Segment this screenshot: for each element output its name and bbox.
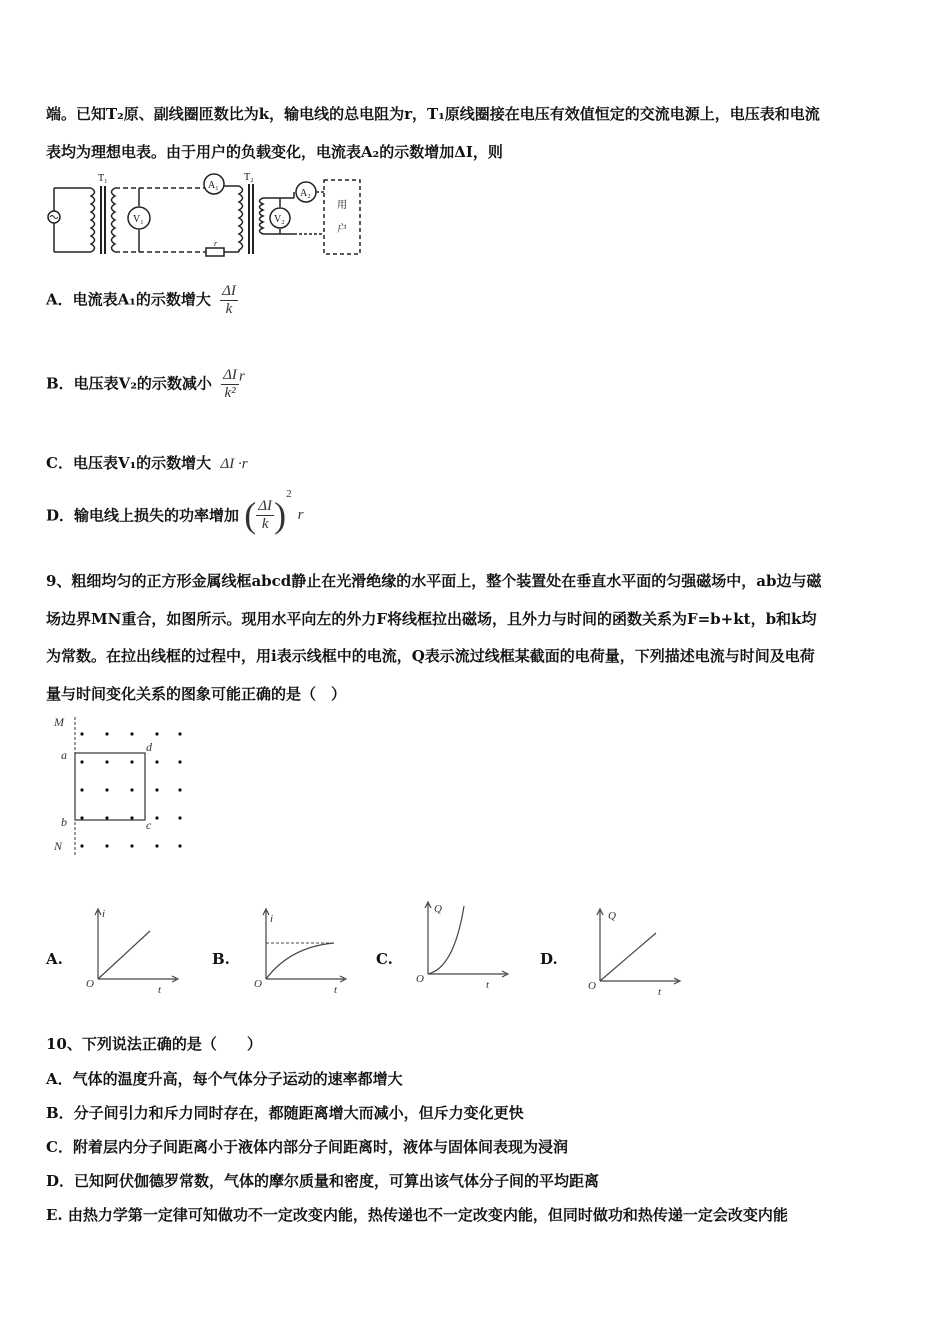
fraction: $\frac{\Delta I}{k}$ — [258, 497, 273, 532]
q9-stem-line2: 场边界MN重合，如图所示。现用水平向左的外力F将线框拉出磁场，且外力与时间的函数关系为F=b+kt，b和k均 — [46, 610, 817, 628]
q8-option-a[interactable]: A．电流表A₁的示数增大 $\frac{\Delta I}{k}$ — [46, 283, 236, 317]
graph-option-b[interactable] — [250, 905, 350, 995]
field-dot — [80, 816, 83, 819]
svg-text:Q: Q — [608, 910, 616, 922]
field-dot — [155, 732, 158, 735]
field-dot — [178, 732, 181, 735]
field-dot — [130, 816, 133, 819]
user-label-bottom: 户 — [337, 224, 347, 235]
q10-option-d[interactable]: D．已知阿伏伽德罗常数，气体的摩尔质量和密度，可算出该气体分子间的平均距离 — [46, 1172, 600, 1190]
field-dot — [178, 844, 181, 847]
field-dot — [155, 788, 158, 791]
field-dot — [178, 816, 181, 819]
svg-text:t: t — [334, 984, 338, 995]
field-dot — [155, 760, 158, 763]
t2-label: T₂ — [244, 172, 254, 183]
svg-text:i: i — [102, 908, 106, 920]
label-b: b — [61, 815, 67, 829]
label-m: M — [54, 715, 64, 729]
svg-text:t: t — [486, 979, 490, 988]
q8-option-d[interactable]: D．输电线上损失的功率增加 ( $\frac{\Delta I}{k}$ )$^2$r — [46, 488, 304, 535]
a2-meter-label: A₂ — [300, 188, 311, 199]
q8-stem-line2: 表均为理想电表。由于用户的负载变化，电流表A₂的示数增加ΔI，则 — [46, 143, 503, 161]
graph-option-a[interactable] — [82, 905, 182, 995]
q10-option-e[interactable]: E. 由热力学第一定律可知做功不一定改变内能，热传递也不一定改变内能，但同时做功和热传递一定会改变内能 — [46, 1206, 788, 1224]
field-dot — [178, 788, 181, 791]
q9-stem-line4: 量与时间变化关系的图象可能正确的是（ ） — [46, 685, 347, 703]
field-dot — [130, 760, 133, 763]
t1-label: T₁ — [98, 173, 108, 184]
magnetic-field-figure — [50, 712, 200, 862]
graph-option-d[interactable] — [584, 905, 684, 995]
field-dot — [130, 732, 133, 735]
label-a: a — [61, 748, 67, 762]
svg-text:O: O — [588, 980, 596, 992]
field-dot — [105, 732, 108, 735]
svg-text:O: O — [416, 973, 424, 985]
label-d: d — [146, 740, 152, 754]
svg-text:O: O — [254, 978, 262, 990]
graph-option-d-label[interactable]: D. — [540, 950, 558, 968]
field-dot — [80, 844, 83, 847]
resistor-label: r — [214, 239, 218, 248]
svg-text:O: O — [86, 978, 94, 990]
field-dot — [80, 732, 83, 735]
label-c: c — [146, 818, 152, 832]
fraction: $\frac{\Delta I}{\text{k²}}$ — [223, 367, 237, 401]
graph-option-c[interactable] — [412, 898, 512, 988]
user-label-top: 用 — [337, 200, 347, 211]
graph-option-c-label[interactable]: C. — [376, 950, 393, 968]
q8-option-c[interactable]: C．电压表V₁的示数增大 ΔI ·r — [46, 454, 248, 472]
field-dot — [155, 816, 158, 819]
v2-meter-label: V₂ — [274, 214, 285, 225]
field-dot — [105, 788, 108, 791]
svg-text:t: t — [158, 984, 162, 995]
graph-option-b-label[interactable]: B. — [212, 950, 230, 968]
svg-text:t: t — [658, 986, 662, 995]
field-dot — [105, 844, 108, 847]
graph-option-a-label[interactable]: A. — [46, 950, 63, 968]
transmission-circuit-diagram — [44, 170, 374, 262]
field-dot — [130, 788, 133, 791]
label-n: N — [54, 839, 63, 853]
q9-stem-line1: 9、粗细均匀的正方形金属线框abcd静止在光滑绝缘的水平面上，整个装置处在垂直水平面的匀强磁场中，ab边与磁 — [46, 572, 822, 590]
q10-stem: 10、下列说法正确的是（ ） — [46, 1035, 262, 1053]
field-dot — [155, 844, 158, 847]
field-dot — [130, 844, 133, 847]
svg-text:Q: Q — [434, 903, 442, 915]
q8-stem-line1: 端。已知T₂原、副线圈匝数比为k，输电线的总电阻为r，T₁原线圈接在电压有效值恒定的交流电源上，电压表和电流 — [46, 105, 820, 123]
field-dot — [105, 816, 108, 819]
field-dot — [178, 760, 181, 763]
svg-text:i: i — [270, 913, 274, 925]
fraction: $\frac{\Delta I}{k}$ — [222, 283, 236, 317]
q10-option-b[interactable]: B．分子间引力和斥力同时存在，都随距离增大而减小，但斥力变化更快 — [46, 1104, 524, 1122]
q9-stem-line3: 为常数。在拉出线框的过程中，用i表示线框中的电流，Q表示流过线框某截面的电荷量，下列描述电流与时间及电荷 — [46, 647, 815, 665]
v1-meter-label: V₁ — [133, 214, 144, 225]
field-dot — [80, 788, 83, 791]
q8-option-b[interactable]: B．电压表V₂的示数减小 $\frac{\Delta I}{\text{k²}}$ r — [46, 367, 245, 401]
field-dot — [105, 760, 108, 763]
field-dot — [80, 760, 83, 763]
q10-option-c[interactable]: C．附着层内分子间距离小于液体内部分子间距离时，液体与固体间表现为浸润 — [46, 1138, 568, 1156]
a1-meter-label: A₁ — [208, 180, 219, 191]
q10-option-a[interactable]: A．气体的温度升高，每个气体分子运动的速率都增大 — [46, 1070, 403, 1088]
